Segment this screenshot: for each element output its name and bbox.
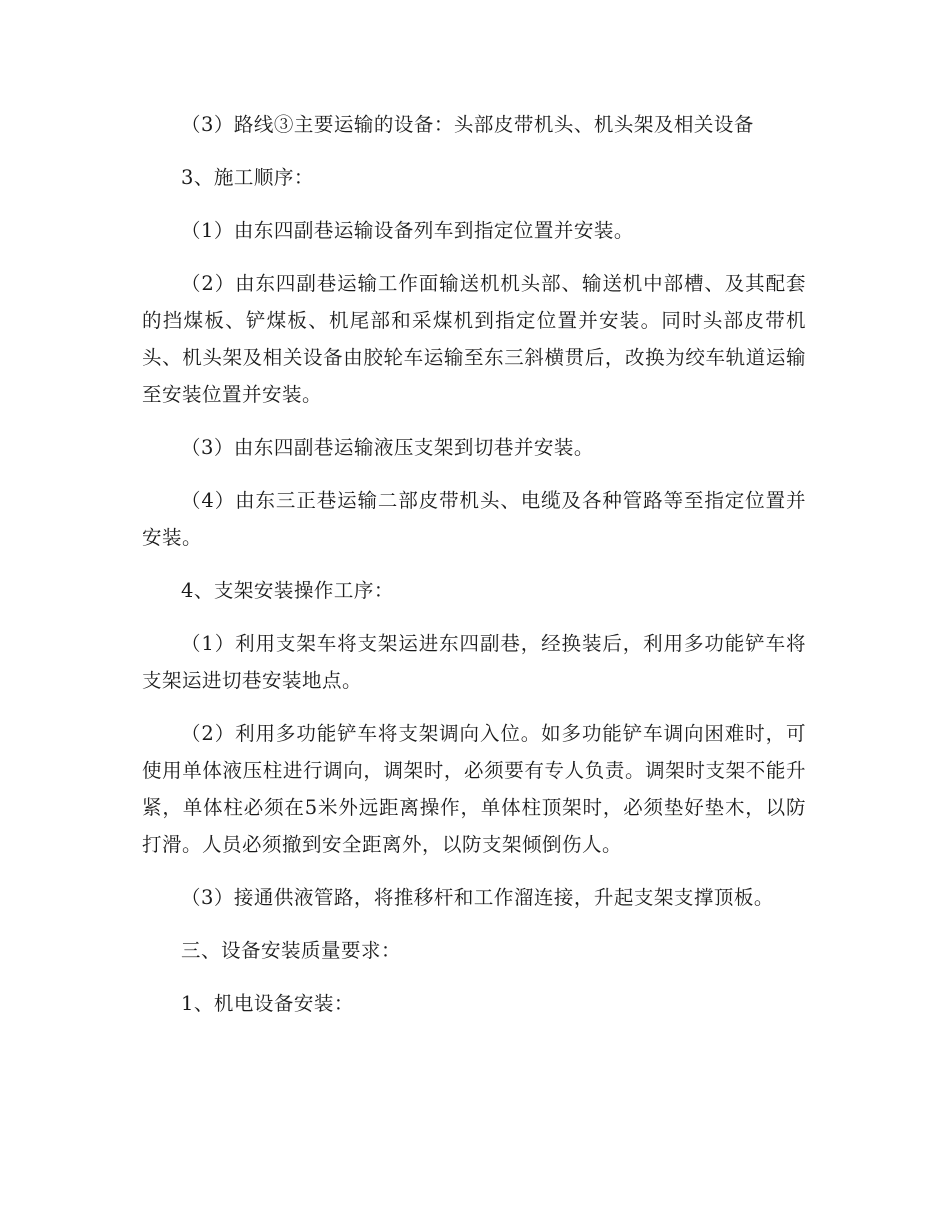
heading-quality-requirements: 三、设备安装质量要求： (181, 939, 402, 962)
heading-construction-sequence: 3、施工顺序： (181, 166, 314, 189)
document-body (142, 106, 806, 1038)
paragraph-support-3: （3）接通供液管路，将推移杆和工作溜连接，升起支架支撑顶板。 (181, 886, 774, 909)
paragraph-support-1: （1）利用支架车将支架运进东四副巷，经换装后，利用多功能铲车将支架运进切巷安装地点。 (142, 632, 806, 692)
paragraph-route-3-equipment: （3）路线③主要运输的设备：头部皮带机头、机头架及相关设备 (181, 113, 754, 136)
paragraph-sequence-4: （4）由东三正巷运输二部皮带机头、电缆及各种管路等至指定位置并安装。 (142, 489, 806, 549)
paragraph-sequence-2: （2）由东四副巷运输工作面输送机机头部、输送机中部槽、及其配套的挡煤板、铲煤板、机尾部和采煤机到指定位置并安装。同时头部皮带机头、机头架及相关设备由胶轮车运输至东三斜横贯后，改换为绞车轨道运输至安装位置并安装。 (142, 272, 806, 406)
heading-electromechanical-installation: 1、机电设备安装： (181, 992, 354, 1015)
heading-support-installation: 4、支架安装操作工序： (181, 579, 394, 602)
paragraph-sequence-1: （1）由东四副巷运输设备列车到指定位置并安装。 (181, 219, 634, 242)
paragraph-sequence-3: （3）由东四副巷运输液压支架到切巷并安装。 (181, 436, 594, 459)
paragraph-support-2: （2）利用多功能铲车将支架调向入位。如多功能铲车调向困难时，可使用单体液压柱进行调向，调架时，必须要有专人负责。调架时支架不能升紧，单体柱必须在5米外远距离操作，单体柱顶架时，必须垫好垫木，以防打滑。人员必须撤到安全距离外，以防支架倾倒伤人。 (142, 722, 806, 856)
